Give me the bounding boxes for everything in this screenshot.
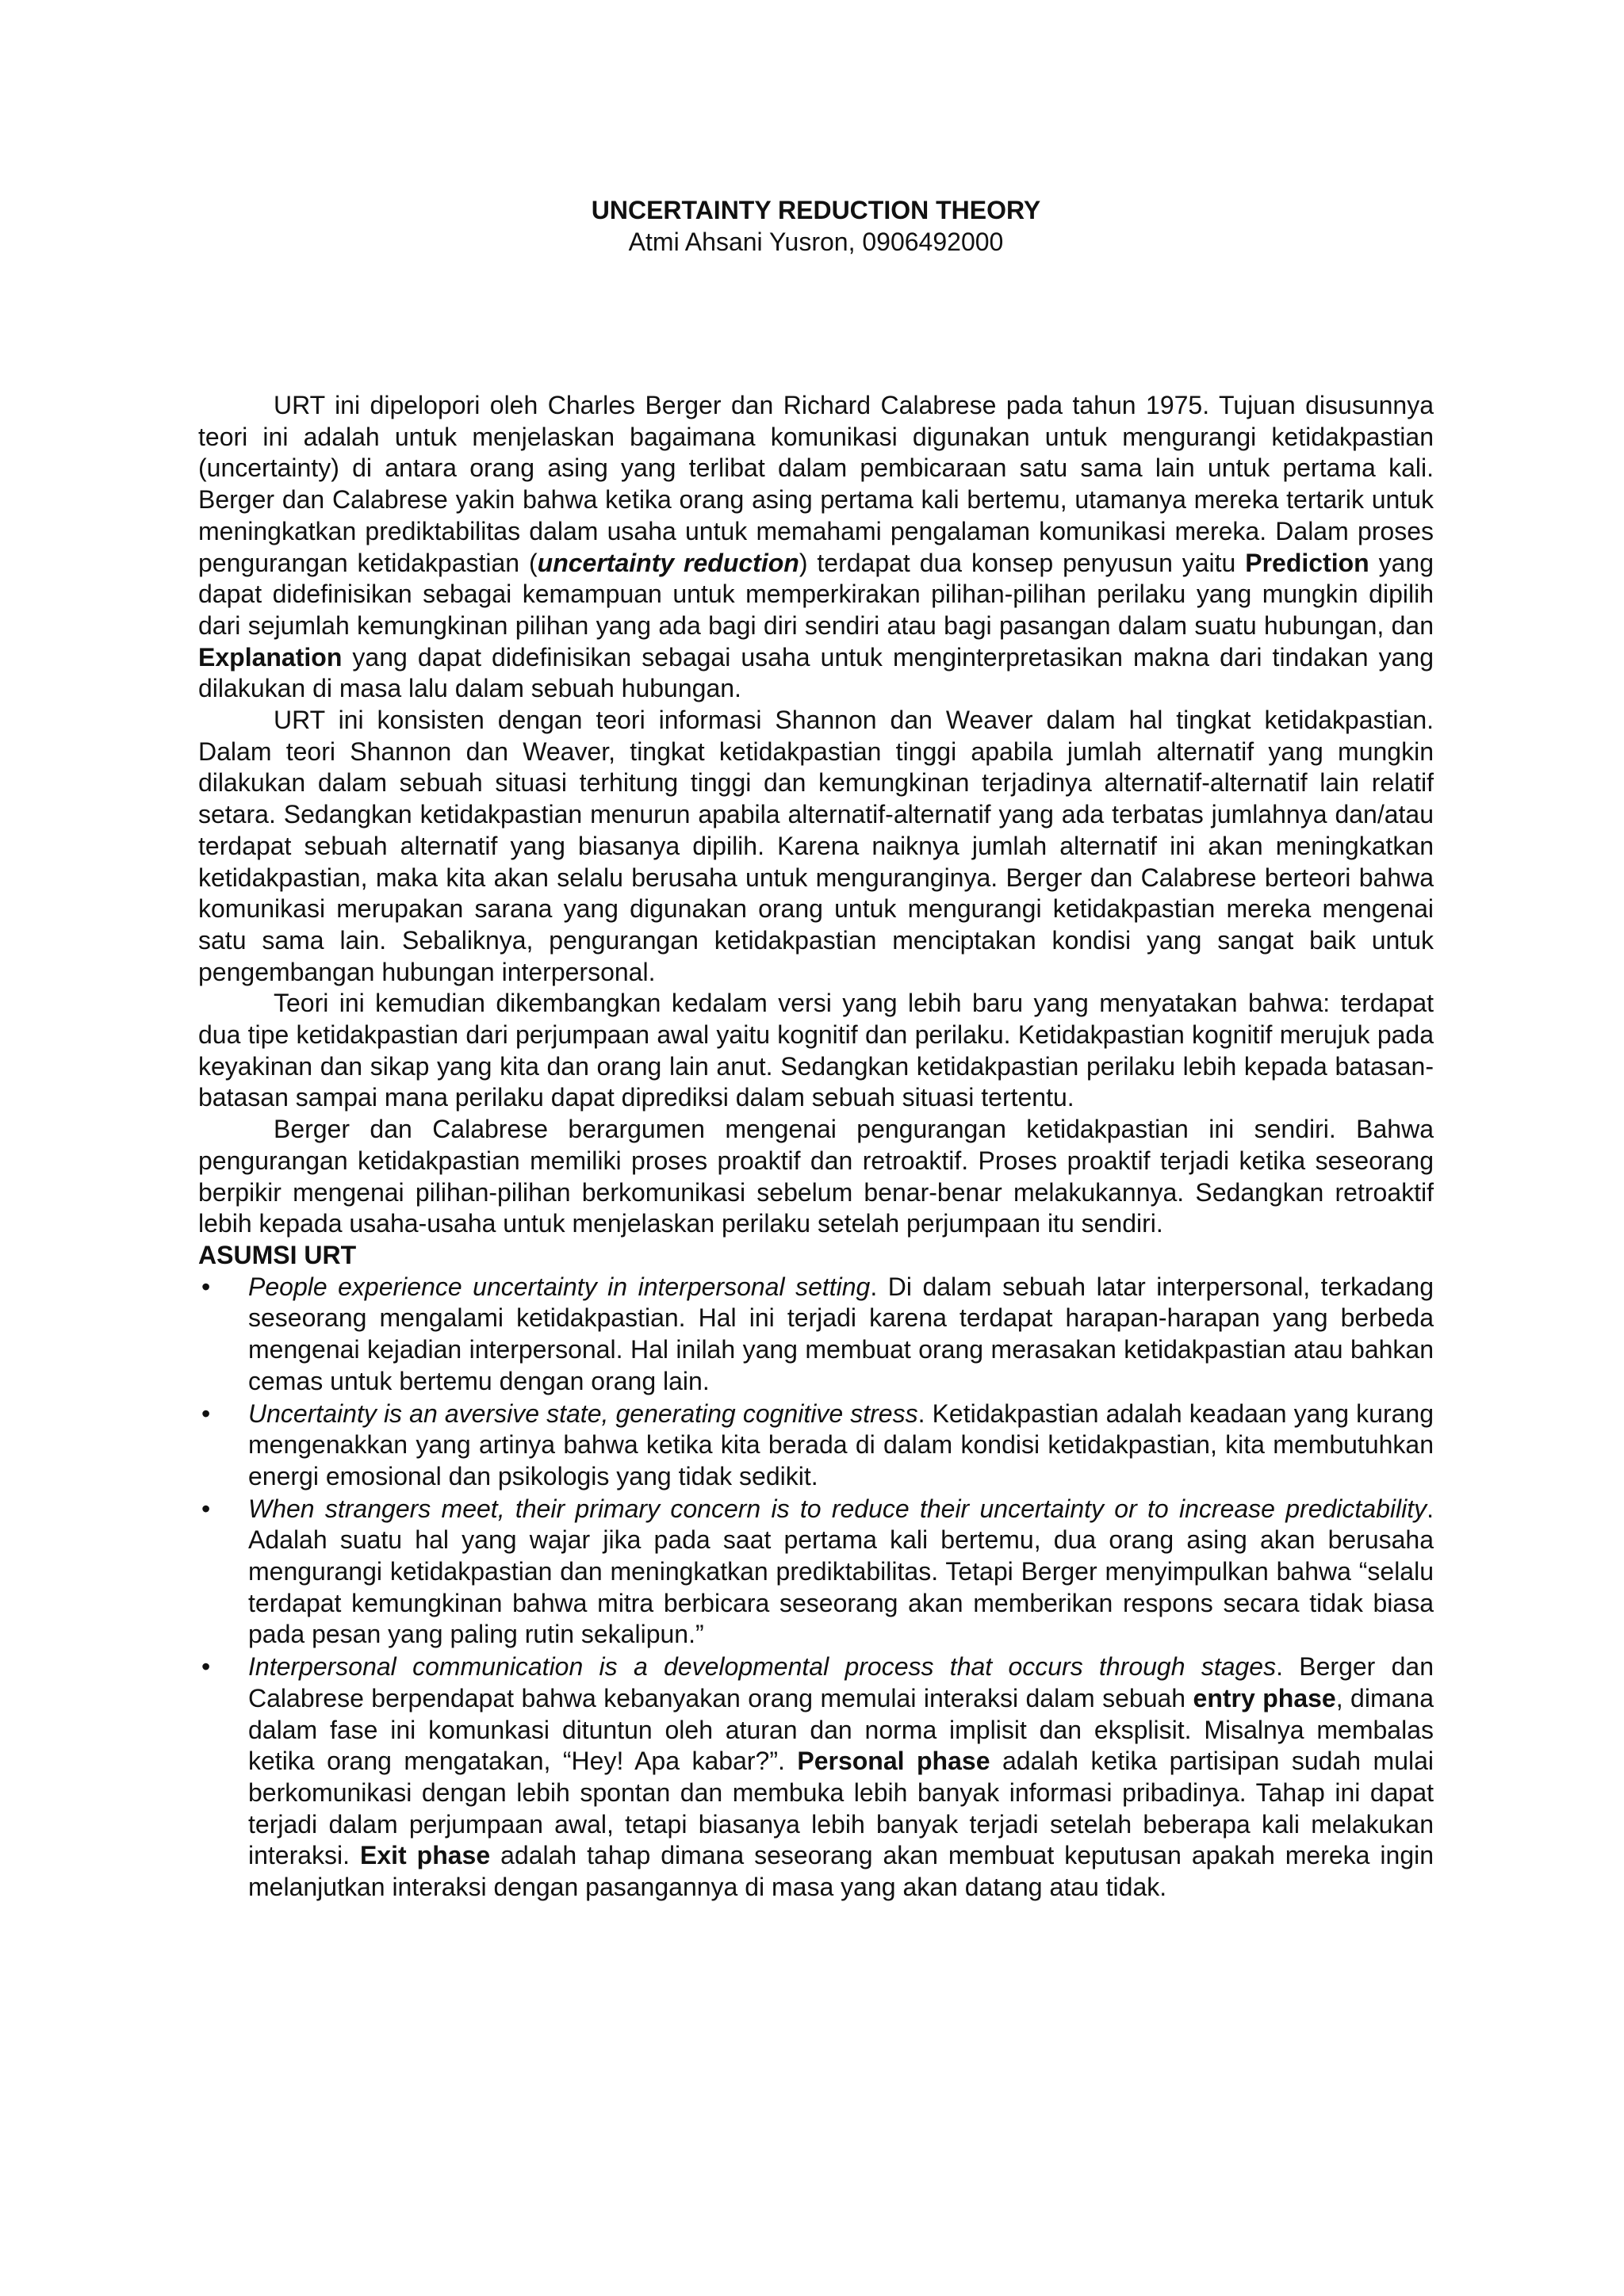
paragraph-text: URT ini dipelopori oleh Charles Berger dan Richard Calabrese pada tahun 1975. Tujuan disusunnya teori ini adalah untuk menjelaskan bagaimana komunikasi digunakan untuk mengurangi ketidakpastian (uncertainty) di antara orang asing yang terlibat dalam pembicaraan satu sama lain untuk pertama kali. Berger dan Calabrese yakin bahwa ketika orang asing pertama kali bertemu, utamanya mereka tertarik untuk meningkatkan prediktabilitas dalam usaha untuk memahami pengalaman komunikasi mereka. Dalam proses pengurangan ketidakpastian ( (198, 391, 1434, 577)
list-item (198, 1651, 1434, 1904)
key-term-exit-phase: Exit phase (360, 1841, 491, 1870)
assumption-list (198, 1272, 1434, 1904)
list-item (198, 1272, 1434, 1398)
paragraph-development: Teori ini kemudian dikembangkan kedalam versi yang lebih baru yang menyatakan bahwa: terdapat dua tipe ketidakpastian dari perjumpaan awal yaitu kognitif dan perilaku. Ketidakpastian kognitif merujuk pada keyakinan dan sikap yang kita dan orang lain anut. Sedangkan ketidakpastian perilaku lebih kepada batasan-batasan sampai mana perilaku dapat diprediksi dalam sebuah situasi tertentu. (198, 989, 1434, 1112)
section-heading: ASUMSI URT (198, 1240, 357, 1269)
assumption-text: . Berger dan Calabrese berpendapat bahwa kebanyakan orang memulai interaksi dalam sebuah (248, 1652, 1434, 1712)
paragraph-text: yang dapat didefinisikan sebagai usaha untuk menginterpretasikan makna dari tindakan yang dilakukan di masa lalu dalam sebuah hubungan. (198, 642, 1434, 703)
paragraph-proactive-retroactive: Berger dan Calabrese berargumen mengenai pengurangan ketidakpastian ini sendiri. Bahwa pengurangan ketidakpastian memiliki proses proaktif dan retroaktif. Proses proaktif terjadi ketika seseorang berpikir mengenai pilihan-pilihan berkomunikasi sebelum benar-benar melakukannya. Sedangkan retroaktif lebih kepada usaha-usaha untuk menjelaskan perilaku setelah perjumpaan itu sendiri. (198, 1115, 1434, 1238)
emphasis-term: uncertainty reduction (537, 548, 799, 577)
key-term-prediction: Prediction (1245, 548, 1369, 577)
list-item (198, 1399, 1434, 1493)
list-item (198, 1494, 1434, 1651)
assumption-title: Uncertainty is an aversive state, generating cognitive stress (248, 1399, 918, 1428)
assumption-text: adalah ketika partisipan sudah mulai berkomunikasi dengan lebih spontan dan membuka lebih banyak informasi pribadinya. Tahap ini dapat terjadi dalam perjumpaan awal, tetapi biasanya lebih banyak terjadi setelah beberapa kali melakukan interaksi. (248, 1747, 1434, 1870)
assumption-title: Interpersonal communication is a developmental process that occurs through stages (248, 1652, 1277, 1682)
document-title: UNCERTAINTY REDUCTION THEORY (591, 196, 1041, 224)
paragraph-text: yang dapat didefinisikan sebagai kemampuan untuk memperkirakan pilihan-pilihan perilaku yang mungkin dipilih dari sejumlah kemungkinan pilihan yang ada bagi diri sendiri atau bagi pasangan dalam suatu hubungan, dan (198, 548, 1434, 640)
assumption-text: , dimana dalam fase ini komunkasi dituntun oleh aturan dan norma implisit dan eksplisit. Misalnya membalas ketika orang mengatakan, “Hey! Apa kabar?”. (248, 1683, 1434, 1776)
bullet-icon: • (201, 1494, 211, 1523)
bullet-icon: • (201, 1272, 211, 1301)
assumption-title: When strangers meet, their primary concern is to reduce their uncertainty or to increase predictability (248, 1494, 1427, 1523)
paragraph-intro (198, 390, 1434, 705)
document-body (198, 390, 1434, 1904)
assumption-text: adalah tahap dimana seseorang akan membuat keputusan apakah mereka ingin melanjutkan interaksi dengan pasangannya di masa yang akan datang atau tidak. (248, 1841, 1434, 1902)
document-page (198, 194, 1434, 1904)
assumption-title: People experience uncertainty in interpersonal setting (248, 1272, 871, 1301)
key-term-explanation: Explanation (198, 642, 343, 672)
bullet-icon: • (201, 1652, 211, 1682)
assumption-text: . Ketidakpastian adalah keadaan yang kurang mengenakkan yang artinya bahwa ketika kita berada di dalam kondisi ketidakpastian, kita membutuhkan energi emosional dan psikologis yang tidak sedikit. (248, 1399, 1434, 1490)
assumption-text: . Adalah suatu hal yang wajar jika pada saat pertama kali bertemu, dua orang asing akan berusaha mengurangi ketidakpastian dan meningkatkan prediktabilitas. Tetapi Berger menyimpulkan bahwa “selalu terdapat kemungkinan bahwa mitra berbicara seseorang akan memberikan respons secara tidak biasa pada pesan yang paling rutin sekalipun.” (248, 1494, 1434, 1649)
paragraph-shannon-weaver: URT ini konsisten dengan teori informasi Shannon dan Weaver dalam hal tingkat ketidakpastian. Dalam teori Shannon dan Weaver, tingkat ketidakpastian tinggi apabila jumlah alternatif yang mungkin dilakukan dalam sebuah situasi terhitung tinggi dan kemungkinan terjadinya alternatif-alternatif lain relatif setara. Sedangkan ketidakpastian menurun apabila alternatif-alternatif yang ada terbatas jumlahnya dan/atau terdapat sebuah alternatif yang biasanya dipilih. Karena naiknya jumlah alternatif ini akan meningkatkan ketidakpastian, maka kita akan selalu berusaha untuk menguranginya. Berger dan Calabrese berteori bahwa komunikasi merupakan sarana yang digunakan orang untuk mengurangi ketidakpastian mereka mengenai satu sama lain. Sebaliknya, pengurangan ketidakpastian menciptakan kondisi yang sangat baik untuk pengembangan hubungan interpersonal. (198, 706, 1434, 986)
assumption-text: . Di dalam sebuah latar interpersonal, terkadang seseorang mengalami ketidakpastian. Hal ini terjadi karena terdapat harapan-harapan yang berbeda mengenai kejadian interpersonal. Hal inilah yang membuat orang merasakan ketidakpastian atau bahkan cemas untuk bertemu dengan orang lain. (248, 1272, 1434, 1395)
paragraph-text: ) terdapat dua konsep penyusun yaitu (799, 548, 1246, 577)
bullet-icon: • (201, 1399, 211, 1428)
key-term-personal-phase: Personal phase (797, 1747, 990, 1776)
author-line: Atmi Ahsani Yusron, 0906492000 (628, 228, 1004, 256)
key-term-entry-phase: entry phase (1193, 1683, 1336, 1712)
